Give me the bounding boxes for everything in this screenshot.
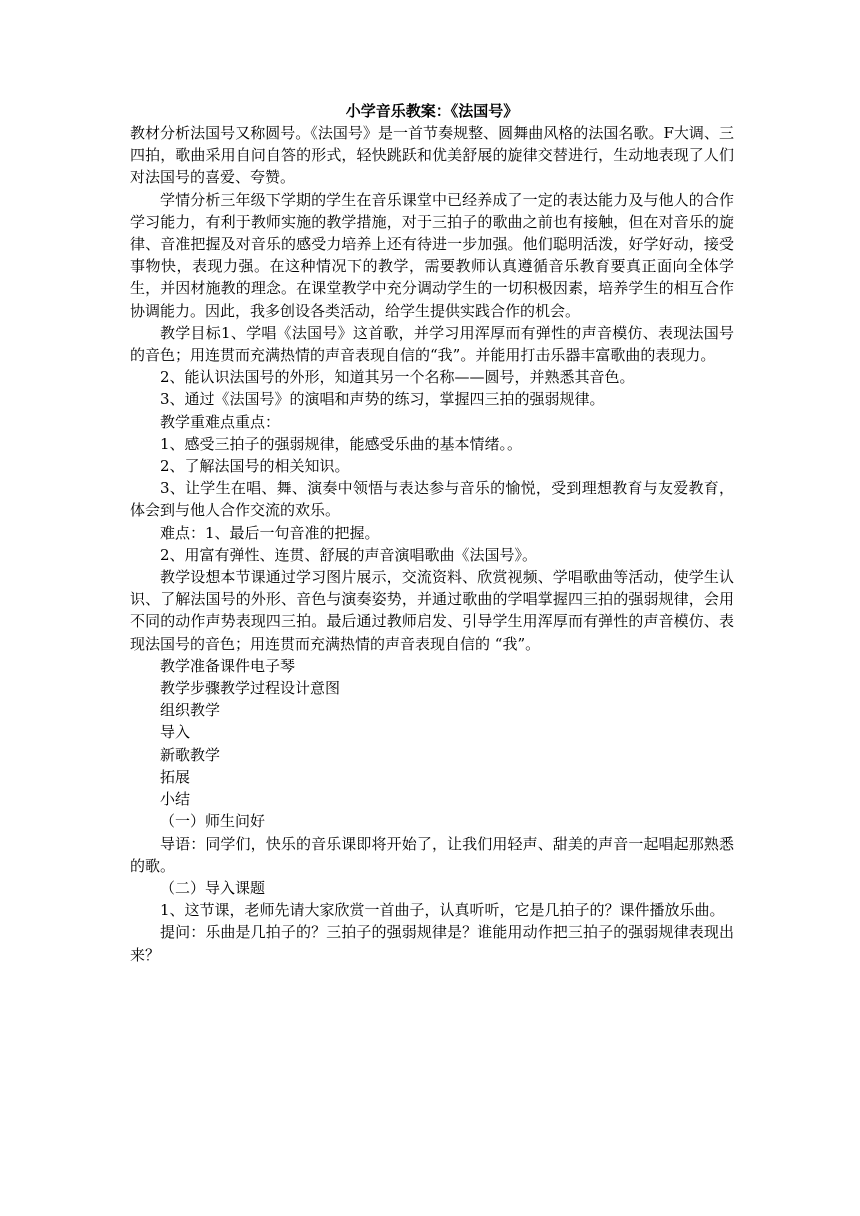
- student-analysis-paragraph: 学情分析三年级下学期的学生在音乐课堂中已经养成了一定的表达能力及与他人的合作学习能力，有利于教师实施的教学措施，对于三拍子的歌曲之前也有接触，但在对音乐的旋律、音准把握及对音乐的感受力培养上还有待进一步加强。他们聪明活泼，好学好动，接受事物快，表现力强。在这种情况下的教学，需要教师认真遵循音乐教育要真正面向全体学生，并因材施教的理念。在课堂教学中充分调动学生的一切积极因素，培养学生的相互合作协调能力。因此，我多创设各类活动，给学生提供实践合作的机会。: [130, 190, 734, 320]
- teaching-steps: 教学步骤教学过程设计意图: [160, 679, 341, 698]
- outline-item: 拓展: [160, 767, 191, 786]
- part1-heading: （一）师生问好: [160, 812, 266, 831]
- key-point-3: 3、让学生在唱、舞、演奏中领悟与表达参与音乐的愉悦，受到理想教育与友爱教育，体会到与他人合作交流的欢乐。: [130, 479, 734, 520]
- part2-text: 1、这节课，老师先请大家欣赏一首曲子，认真听听，它是几拍子的？课件播放乐曲。: [160, 901, 725, 920]
- key-points-heading: 教学重难点重点：: [160, 412, 281, 431]
- outline-item: 组织教学: [160, 701, 221, 720]
- difficult-point-2: 2、用富有弹性、连贯、舒展的声音演唱歌曲《法国号》。: [160, 545, 538, 564]
- difficult-point-1: 难点：1、最后一句音准的把握。: [160, 523, 380, 542]
- teaching-preparation: 教学准备课件电子琴: [160, 656, 296, 675]
- part2-question: 提问：乐曲是几拍子的？三拍子的强弱规律是？谁能用动作把三拍子的强弱规律表现出来？: [130, 923, 734, 964]
- teaching-goal-2: 2、能认识法国号的外形，知道其另一个名称——圆号，并熟悉其音色。: [160, 368, 635, 387]
- outline-item: 导入: [160, 723, 191, 742]
- page-title: 小学音乐教案：《法国号》: [345, 102, 519, 120]
- part2-heading: （二）导入课题: [160, 878, 266, 897]
- part1-text: 导语：同学们，快乐的音乐课即将开始了，让我们用轻声、甜美的声音一起唱起那熟悉的歌。: [130, 834, 734, 875]
- key-point-1: 1、感受三拍子的强弱规律，能感受乐曲的基本情绪。。: [160, 434, 523, 453]
- textbook-analysis-paragraph: 教材分析法国号又称圆号。《法国号》是一首节奏规整、圆舞曲风格的法国名歌。F大调、三四拍，歌曲采用自问自答的形式，轻快跳跃和优美舒展的旋律交替进行，生动地表现了人们对法国号的喜爱、夸赞。: [130, 124, 734, 187]
- key-point-2: 2、了解法国号的相关知识。: [160, 457, 350, 476]
- document-page: [130, 100, 734, 966]
- outline-item: 小结: [160, 790, 191, 809]
- outline-item: 新歌教学: [160, 745, 221, 764]
- teaching-design-paragraph: 教学设想本节课通过学习图片展示，交流资料、欣赏视频、学唱歌曲等活动，使学生认识、了解法国号的外形、音色与演奏姿势，并通过歌曲的学唱掌握四三拍的强弱规律，会用不同的动作声势表现四三拍。最后通过教师启发、引导学生用浑厚而有弹性的声音模仿、表现法国号的音色；用连贯而充满热情的声音表现自信的 “我”。: [130, 568, 734, 653]
- teaching-goal-3: 3、通过《法国号》的演唱和声势的练习，掌握四三拍的强弱规律。: [160, 390, 605, 409]
- teaching-goal-1: 教学目标1、学唱《法国号》这首歌，并学习用浑厚而有弹性的声音模仿、表现法国号的音色；用连贯而充满热情的声音表现自信的“我”。并能用打击乐器丰富歌曲的表现力。: [130, 323, 734, 365]
